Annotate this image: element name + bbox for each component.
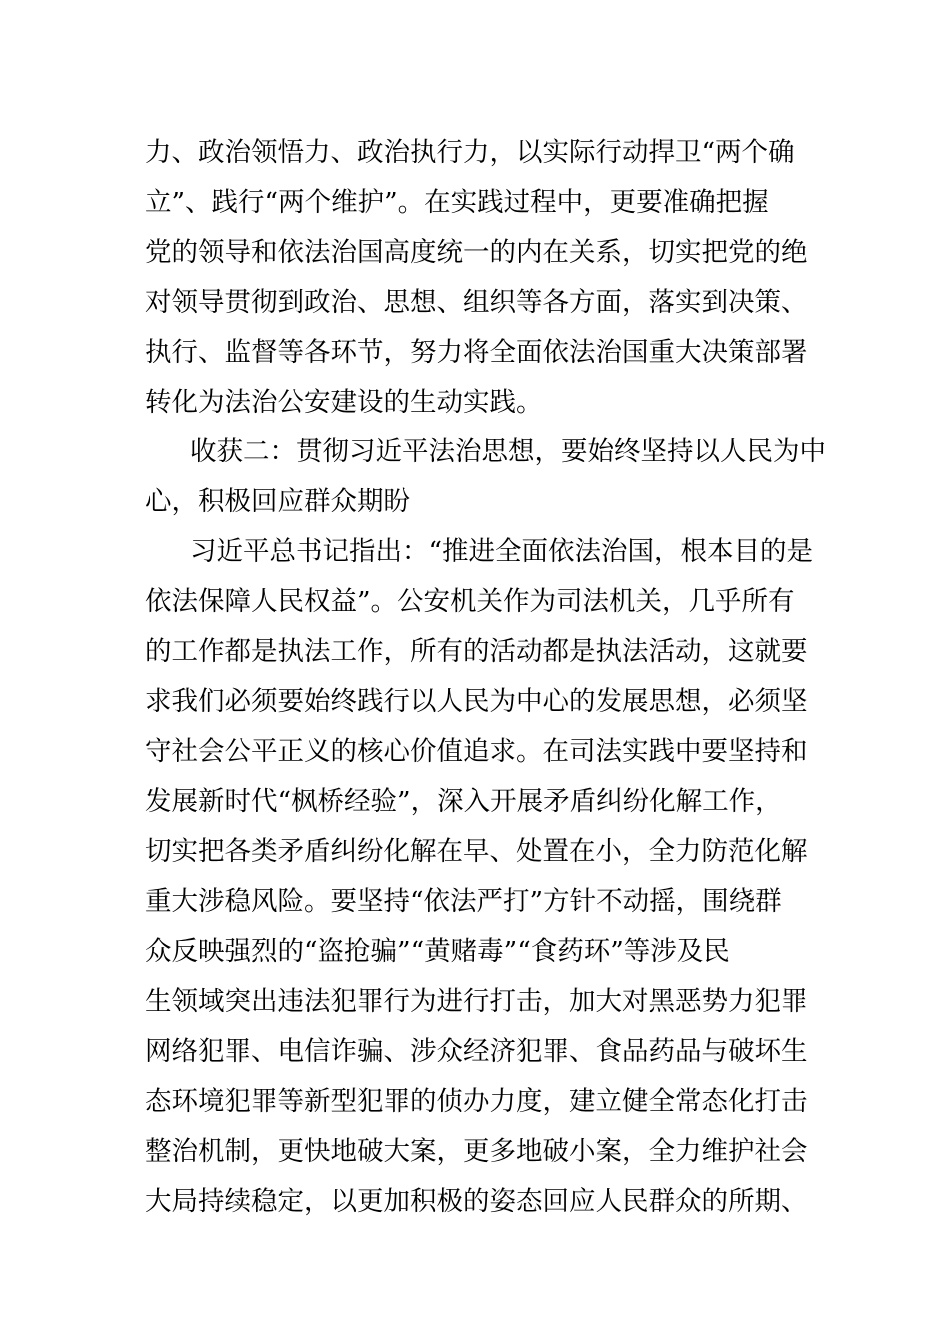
text-line: 对领导贯彻到政治、思想、组织等各方面，落实到决策、	[145, 287, 808, 318]
text-line: 求我们必须要始终践行以人民为中心的发展思想，必须坚	[145, 686, 808, 717]
text-line: 重大涉稳风险。要坚持“依法严打”方针不动摇，围绕群	[145, 886, 782, 917]
text-line: 的工作都是执法工作，所有的活动都是执法活动，这就要	[145, 636, 808, 667]
text-line: 生领域突出违法犯罪行为进行打击，加大对黑恶势力犯罪	[145, 986, 808, 1017]
text-line: 态环境犯罪等新型犯罪的侦办力度，建立健全常态化打击	[145, 1086, 808, 1117]
text-line: 立”、践行“两个维护”。在实践过程中，更要准确把握	[145, 187, 769, 218]
text-line: 发展新时代“枫桥经验”，深入开展矛盾纠纷化解工作，	[145, 786, 782, 817]
section-heading-line: 心，积极回应群众期盼	[145, 486, 410, 517]
text-line: 众反映强烈的“盗抢骗”“黄赌毒”“食药环”等涉及民	[145, 936, 730, 967]
section-heading-line: 收获二：贯彻习近平法治思想，要始终坚持以人民为中	[190, 436, 826, 467]
text-line: 习近平总书记指出：“推进全面依法治国，根本目的是	[190, 536, 814, 567]
text-line: 大局持续稳定，以更加积极的姿态回应人民群众的所期、	[145, 1186, 808, 1217]
text-line: 守社会公平正义的核心价值追求。在司法实践中要坚持和	[145, 736, 808, 767]
text-line: 党的领导和依法治国高度统一的内在关系，切实把党的绝	[145, 237, 808, 268]
text-line: 执行、监督等各环节，努力将全面依法治国重大决策部署	[145, 337, 808, 368]
text-line: 切实把各类矛盾纠纷化解在早、处置在小，全力防范化解	[145, 836, 808, 867]
text-line: 网络犯罪、电信诈骗、涉众经济犯罪、食品药品与破坏生	[145, 1036, 808, 1067]
text-line: 转化为法治公安建设的生动实践。	[145, 387, 543, 418]
text-line: 整治机制，更快地破大案，更多地破小案，全力维护社会	[145, 1136, 808, 1167]
text-line: 力、政治领悟力、政治执行力，以实际行动捍卫“两个确	[145, 137, 795, 168]
text-line: 依法保障人民权益”。公安机关作为司法机关，几乎所有	[145, 586, 795, 617]
